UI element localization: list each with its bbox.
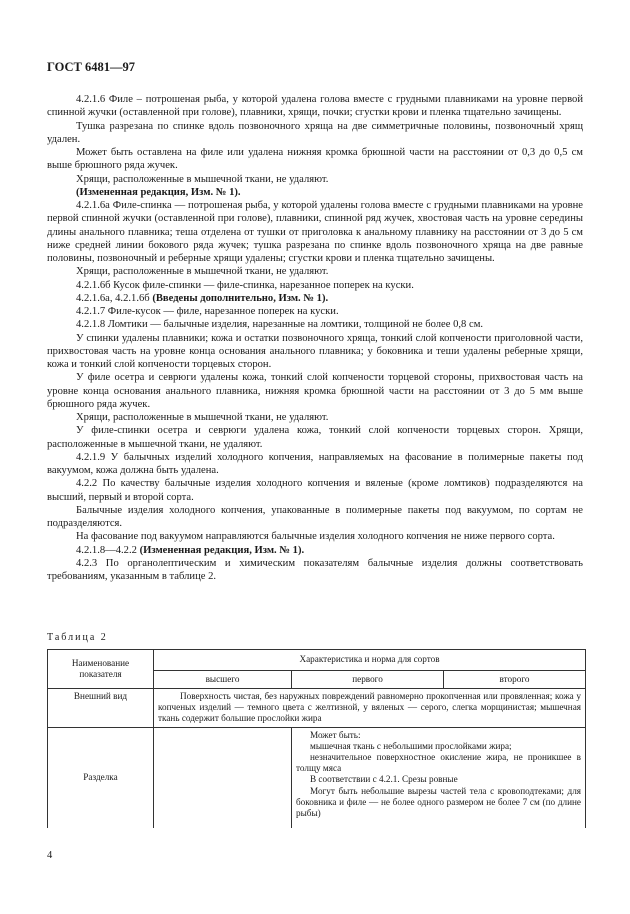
standard-header: ГОСТ 6481—97	[47, 60, 136, 74]
amendment-note: 4.2.1.8—4.2.2 (Измененная редакция, Изм. № 1).	[76, 544, 305, 556]
amendment-note: (Измененная редакция, Изм. № 1).	[76, 186, 241, 198]
table-caption: Таблица 2	[47, 632, 108, 643]
quality-table	[47, 649, 586, 828]
paragraph: 4.2.1.7 Филе-кусок — филе, нарезанное поперек на куски.	[76, 306, 339, 317]
body-text	[47, 93, 583, 583]
row-value-all-grades: Поверхность чистая, без наружных повреждений равномерно прокопченная или провяленная; кожа у копченых изделий — темного цвета с желтизной, у вяленых — серого, слегка морщинистая; мышечная ткань содержит большие прослойки жира	[154, 689, 586, 728]
paragraph: 4.2.1.6б Кусок филе-спинки — филе-спинка, нарезанное поперек на куски.	[76, 279, 414, 291]
paragraph: 4.2.3 По органолептическим и химическим показателям балычные изделия должны соответствовать требованиям, указанным в таблице 2.	[47, 557, 583, 582]
column-header-highest: высшего	[154, 671, 292, 689]
column-header-first: первого	[292, 671, 444, 689]
column-header-name: Наименование показателя	[48, 650, 154, 689]
row-name: Разделка	[48, 727, 154, 828]
paragraph: 4.2.2 По качеству балычные изделия холодного копчения и вяленые (кроме ломтиков) подразделяются на высший, первый и второй сорта.	[47, 478, 583, 503]
paragraph: У филе осетра и севрюги удалены кожа, тонкий слой копчености торцевой стороны, прихвостовая часть на уровне конца основания анального плавника, нижняя кромка брюшной части на расстоянии от 3 до 5 мм выше брюшного ряда жучек.	[47, 372, 583, 410]
row-value-first-second: Может быть: мышечная ткань с небольшими прослойками жира; незначительное поверхностное окисление жира, не проникшее в толщу мяса В соответствии с 4.2.1. Срезы ровные Могут быть небольшие вырезы частей тела с кровоподтеками; для боковника и филе — не более одного размером не более 7 см (по длине рыбы)	[292, 727, 586, 828]
paragraph: Балычные изделия холодного копчения, упакованные в полимерные пакеты под вакуумом, по сортам не подразделяются.	[47, 504, 583, 529]
column-header-second: второго	[444, 671, 586, 689]
paragraph: 4.2.1.8 Ломтики — балычные изделия, нарезанные на ломтики, толщиной не более 0,8 см.	[76, 319, 484, 331]
paragraph: 4.2.1.6 Филе – потрошеная рыба, у которой удалена голова вместе с грудными плавниками на уровне первой спинной жучки (оставленной при голове), плавники, хрящи, почки; сгустки крови и пленка тщательно зачищены.	[47, 94, 583, 119]
paragraph: 4.2.1.6а Филе-спинка — потрошеная рыба, у которой удалены голова вместе с грудными плавниками на уровне первой спинной жучки (оставленной при голове), плавники, спинной ряд жучек, хвостовая часть на уровне середины длины анального плавника; теша отделена от тушки от приголовка к анальному плавнику на расстоянии от 3 до 5 см ниже средней линии бокового ряда жучек; тушка разрезана по спинке вдоль позвоночного хряща на две равные половины, позвоночный и реберные хрящи удалены; сгустки крови и пленка тщательно зачищены.	[47, 200, 583, 264]
paragraph: 4.2.1.9 У балычных изделий холодного копчения, направляемых на фасование в полимерные пакеты под вакуумом, кожа должна быть удалена.	[47, 451, 583, 476]
paragraph: У филе-спинки осетра и севрюги удалена кожа, тонкий слой копчености торцевых сторон. Хрящи, расположенные в мышечной ткани, не удаляют.	[47, 425, 583, 450]
table-row	[48, 689, 586, 728]
row-name: Внешний вид	[48, 689, 154, 728]
column-header-group: Характеристика и норма для сортов	[154, 650, 586, 671]
paragraph: Хрящи, расположенные в мышечной ткани, не удаляют.	[76, 266, 329, 278]
paragraph: Хрящи, расположенные в мышечной ткани, не удаляют.	[76, 173, 329, 185]
row-value-highest	[154, 727, 292, 828]
amendment-note: 4.2.1.6а, 4.2.1.6б (Введены дополнительно, Изм. № 1).	[76, 292, 329, 304]
paragraph: У спинки удалены плавники; кожа и остатки позвоночного хряща, тонкий слой копчености приголовной части, прихвостовая часть на уровне конца основания анального плавника; у боковника и теши удалены реберные хрящи, кожа и тонкий слой копчености торцевых сторон.	[47, 332, 583, 370]
paragraph: Хрящи, расположенные в мышечной ткани, не удаляют.	[76, 412, 329, 423]
paragraph: На фасование под вакуумом направляются балычные изделия холодного копчения не ниже первого сорта.	[76, 531, 555, 543]
page-number: 4	[47, 850, 53, 861]
paragraph: Тушка разрезана по спинке вдоль позвоночного хряща на две симметричные половины, позвоночный хрящ удален.	[47, 120, 583, 145]
paragraph: Может быть оставлена на филе или удалена нижняя кромка брюшной части на расстоянии от 0,3 до 0,5 см выше брюшного ряда жучек.	[47, 147, 583, 172]
table-row	[48, 727, 586, 828]
